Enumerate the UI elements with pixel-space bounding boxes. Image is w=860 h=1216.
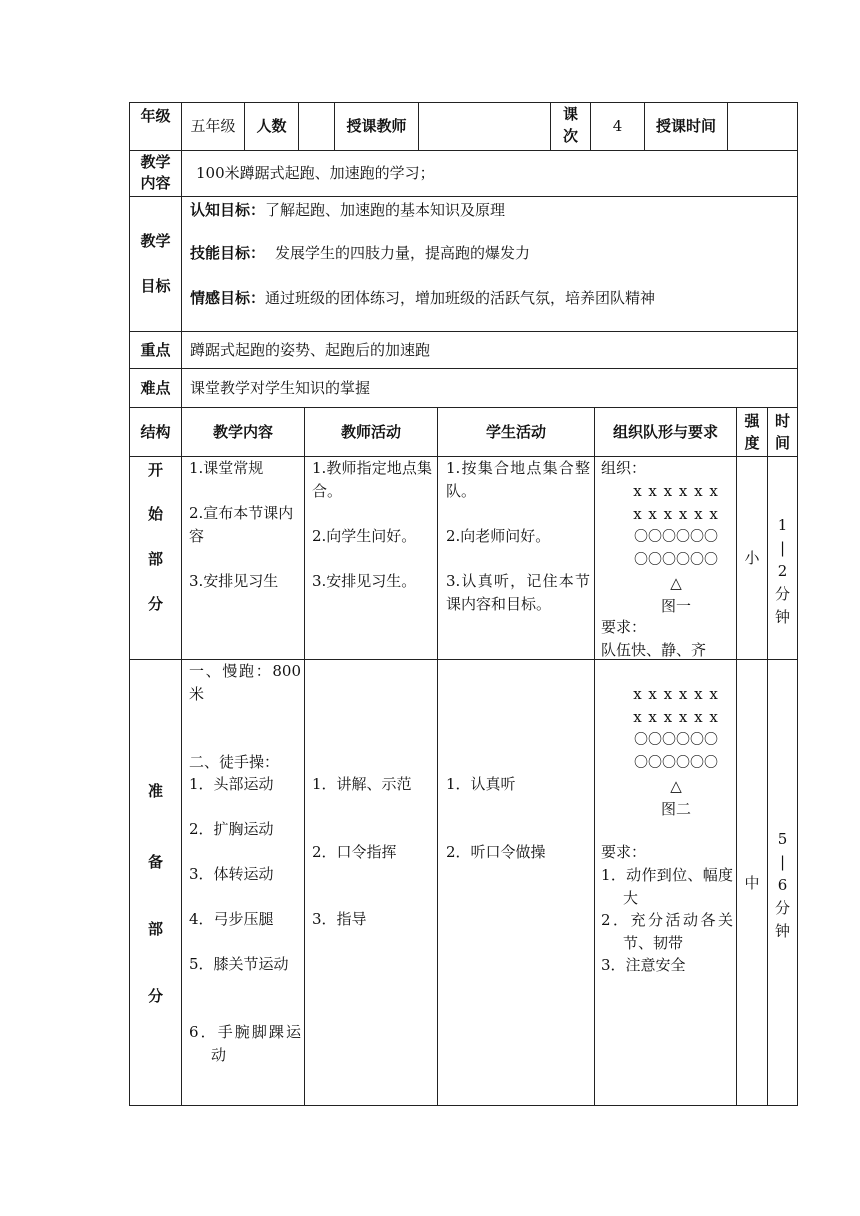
structure-char: 部	[147, 550, 163, 568]
structure-char: 分	[147, 987, 163, 1005]
structure-char: 部	[147, 920, 163, 938]
col-time-1: 时	[774, 412, 790, 430]
list-item: 1.课堂常规	[189, 459, 264, 477]
structure-char: 分	[147, 595, 163, 613]
lesson-label-2: 次	[562, 127, 578, 145]
col-time	[768, 408, 797, 456]
grade-label: 年级	[140, 107, 171, 125]
formation-row: x x x x x x	[633, 685, 719, 703]
list-item: 2．扩胸运动	[189, 820, 274, 838]
formation-row: 〇〇〇〇〇〇	[634, 732, 718, 748]
time-part: |	[779, 853, 786, 871]
content-value: 100米蹲踞式起跑、加速跑的学习；	[196, 164, 435, 182]
teacher-value	[419, 103, 550, 150]
list-item: 3.安排见习生。	[312, 572, 417, 590]
structure-char: 备	[147, 853, 163, 871]
time-part: 6	[777, 876, 788, 894]
list-item: 1.按集合地点集合整队。	[446, 459, 590, 500]
list-item: 6．手腕脚踝运动	[189, 1023, 301, 1064]
difficulty-value: 课堂教学对学生知识的掌握	[190, 379, 371, 397]
list-item: 1．头部运动	[189, 775, 274, 793]
time-part: 2	[777, 562, 788, 580]
structure-char: 开	[147, 461, 163, 479]
lesson-label-1: 课	[562, 105, 578, 123]
requirement: 3．注意安全	[601, 956, 686, 974]
list-item: 2.宣布本节课内容	[189, 504, 294, 545]
list-item: 3．体转运动	[189, 865, 274, 883]
list-item: 1．讲解、示范	[312, 775, 412, 793]
time-part: 1	[777, 516, 788, 534]
list-item: 2．口令指挥	[312, 843, 397, 861]
section-prep-time	[768, 828, 797, 943]
list-item: 1．认真听	[446, 775, 516, 793]
col-intensity	[737, 408, 767, 456]
list-item: 3．指导	[312, 910, 367, 928]
list-item: 二、徒手操：	[189, 753, 280, 771]
goals-label-1: 教学	[140, 232, 171, 250]
col-teacher-activity: 教师活动	[340, 423, 401, 441]
col-intensity-2: 度	[744, 434, 760, 452]
section-prep-intensity: 中	[744, 874, 760, 892]
requirement: 2．充分活动各关节、韧带	[601, 911, 733, 952]
goal-cognitive-text: 了解起跑、加速跑的基本知识及原理	[265, 201, 506, 219]
col-teaching-content: 教学内容	[212, 423, 273, 441]
goal-skill	[190, 242, 790, 265]
content-label-1: 教学	[140, 153, 171, 171]
goal-cognitive-label: 认知目标：	[190, 201, 266, 219]
formation-row: x x x x x x	[633, 505, 719, 523]
lesson-label	[551, 103, 590, 150]
req-label: 要求：	[601, 843, 647, 861]
col-structure: 结构	[140, 423, 171, 441]
key-point-value: 蹲踞式起跑的姿势、起跑后的加速跑	[190, 341, 431, 359]
content-label	[130, 151, 181, 196]
teacher-position-icon: △	[670, 574, 682, 592]
list-item: 一、慢跑：800米	[189, 662, 301, 703]
time-part: 钟	[774, 922, 790, 940]
list-item: 1.教师指定地点集合。	[312, 459, 432, 500]
formation-row: 〇〇〇〇〇〇	[634, 529, 718, 545]
goal-emotional	[190, 287, 790, 310]
goal-skill-label: 技能目标：	[190, 244, 266, 262]
difficulty-label: 难点	[140, 379, 171, 397]
requirement: 队伍快、静、齐	[601, 641, 707, 659]
list-item: 4．弓步压腿	[189, 910, 274, 928]
time-part: 分	[774, 899, 790, 917]
content-label-2: 内容	[140, 174, 171, 192]
figure-caption: 图二	[660, 800, 691, 818]
structure-char: 准	[147, 782, 163, 800]
count-value	[299, 103, 334, 150]
teacher-label: 授课教师	[346, 117, 407, 135]
formation-row: x x x x x x	[633, 482, 719, 500]
goal-emotional-label: 情感目标：	[190, 289, 266, 307]
time-value	[728, 103, 797, 150]
requirement: 1．动作到位、幅度大	[601, 866, 733, 907]
formation-row: 〇〇〇〇〇〇	[634, 755, 718, 771]
col-organization: 组织队形与要求	[612, 423, 718, 441]
key-point-label: 重点	[140, 341, 171, 359]
col-time-2: 间	[774, 434, 790, 452]
section-start-time	[768, 514, 797, 629]
list-item: 2.向学生问好。	[312, 527, 417, 545]
goal-skill-text: 发展学生的四肢力量，提高跑的爆发力	[275, 244, 531, 262]
list-item: 2．听口令做操	[446, 843, 546, 861]
goal-emotional-text: 通过班级的团体练习，增加班级的活跃气氛，培养团队精神	[265, 289, 656, 307]
time-part: |	[779, 539, 786, 557]
goals-label-2: 目标	[140, 277, 171, 295]
req-label: 要求：	[601, 618, 647, 636]
time-label: 授课时间	[655, 117, 716, 135]
time-part: 钟	[774, 608, 790, 626]
list-item: 3.认真听，记住本节课内容和目标。	[446, 572, 590, 613]
teacher-position-icon: △	[670, 777, 682, 795]
formation-row: x x x x x x	[633, 708, 719, 726]
lesson-value: 4	[612, 117, 623, 135]
list-item: 3.安排见习生	[189, 572, 279, 590]
col-intensity-1: 强	[744, 412, 760, 430]
goals-label	[130, 197, 181, 331]
org-label: 组织：	[601, 459, 647, 477]
col-student-activity: 学生活动	[485, 423, 546, 441]
goal-cognitive	[190, 199, 790, 222]
figure-caption: 图一	[660, 597, 691, 615]
time-part: 分	[774, 585, 790, 603]
count-label: 人数	[256, 117, 287, 135]
list-item: 5．膝关节运动	[189, 955, 289, 973]
grade-value: 五年级	[190, 117, 236, 135]
section-start-intensity: 小	[744, 549, 760, 567]
structure-char: 始	[147, 505, 163, 523]
time-part: 5	[777, 830, 788, 848]
list-item: 2.向老师问好。	[446, 527, 551, 545]
formation-row: 〇〇〇〇〇〇	[634, 552, 718, 568]
